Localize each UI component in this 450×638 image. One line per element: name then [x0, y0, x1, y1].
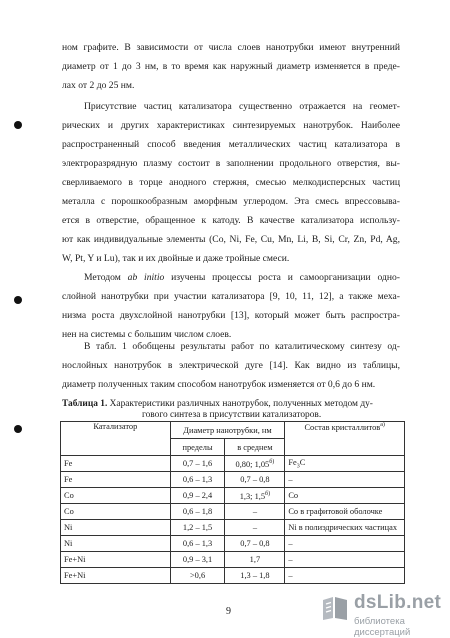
cell-limits: 0,9 – 2,4 [170, 488, 225, 504]
table-row [61, 456, 405, 472]
text-line: электроразрядную плазму состоит в заполнении продольного отверстия, вы- [62, 158, 400, 169]
text-line: лах от 2 до 25 нм. [62, 80, 135, 91]
text-line: металла с порошкообразным аморфным углеродом. Эта смесь впрессовыва- [62, 196, 400, 207]
cell-average-text: 1,3; 1,5 [239, 491, 266, 501]
cell-average [225, 456, 285, 472]
formula-text: C [299, 457, 306, 467]
text-line: сверливаемого в торце анодного стержня, смесью мелкодисперсных частиц [62, 177, 400, 188]
cell-average [225, 488, 285, 504]
watermark-name: dsLib.net [354, 592, 442, 613]
paragraph-1 [62, 38, 400, 95]
text-line: рических и других характеристиках синтезируемых нанотрубок. Наиболее [62, 120, 400, 131]
cell-composition: – [285, 552, 405, 568]
cell-catalyst: Ni [61, 536, 171, 552]
cell-composition: Co [285, 488, 405, 504]
text-line [62, 268, 400, 287]
cell-limits: 1,2 – 1,5 [170, 520, 225, 536]
cell-composition: – [285, 568, 405, 584]
binder-hole-dot [14, 425, 22, 433]
text-run: Методом [84, 272, 128, 283]
watermark-tagline: библиотека диссертаций [354, 616, 411, 638]
table-row [61, 488, 405, 504]
text-line: слойной нанотрубки при участии катализатора [9, 10, 11, 12], а также меха- [62, 291, 400, 302]
cell-limits: 0,9 – 3,1 [170, 552, 225, 568]
cell-limits: >0,6 [170, 568, 225, 584]
cell-catalyst: Fe [61, 456, 171, 472]
formula-subscript: 3 [296, 463, 300, 470]
cell-limits: 0,6 – 1,3 [170, 536, 225, 552]
formula-text: Fe [288, 457, 297, 467]
catalyst-table [60, 421, 405, 584]
caption-text: Характеристики различных нанотрубок, полученных методом ду- [107, 399, 373, 409]
cell-catalyst: Ni [61, 520, 171, 536]
text-line: распространенный способ введения металлических частиц катализатора в [62, 139, 400, 150]
cell-catalyst: Fe [61, 472, 171, 488]
watermark[interactable] [320, 592, 450, 638]
table-row [61, 472, 405, 488]
table-header-row [61, 422, 405, 439]
header-catalyst: Катализатор [61, 422, 171, 456]
text-line: Присутствие частиц катализатора существенно отражается на геомет- [84, 101, 400, 112]
text-line: W, Pt, Y и Lu), так и их двойные и даже тройные смеси. [62, 253, 290, 264]
header-composition [285, 422, 405, 456]
cell-catalyst: Co [61, 504, 171, 520]
paragraph-3 [62, 268, 400, 344]
binder-hole-dot [14, 121, 22, 129]
header-diameter: Диаметр нанотрубки, нм [170, 422, 285, 439]
cell-average: 1,7 [225, 552, 285, 568]
paragraph-2 [62, 97, 400, 268]
table-row [61, 520, 405, 536]
cell-average-text: 0,80; 1,05 [235, 459, 270, 469]
text-run: изучены процессы роста и самоорганизации одно- [164, 272, 401, 283]
book-icon [320, 594, 350, 622]
text-line: диаметр полученных таким способом нанотрубок изменяется от 0,6 до 6 нм. [62, 379, 376, 390]
footnote-marker: а) [380, 422, 385, 428]
cell-composition: – [285, 472, 405, 488]
cell-composition: – [285, 536, 405, 552]
footnote-marker: б) [265, 490, 271, 497]
text-line: В табл. 1 обобщены результаты работ по каталитическому синтезу од- [84, 341, 400, 352]
caption-label: Таблица 1. [62, 399, 108, 409]
text-line: ют как индивидуальные элементы (Co, Ni, Fe, Cu, Mn, Li, B, Si, Cr, Zn, Pd, Ag, [62, 234, 400, 245]
text-line: нен на системы с большим числом слоев. [62, 329, 232, 340]
text-line: ном графите. В зависимости от числа слоев нанотрубки имеют внутренний [62, 42, 400, 53]
table-row [61, 568, 405, 584]
cell-average: – [225, 520, 285, 536]
header-limits: пределы [170, 439, 225, 456]
cell-average: 0,7 – 0,8 [225, 536, 285, 552]
header-composition-text: Состав кристаллитов [304, 422, 381, 432]
cell-limits: 0,6 – 1,3 [170, 472, 225, 488]
table-row [61, 504, 405, 520]
caption-line [62, 399, 402, 410]
footnote-marker: б) [269, 458, 275, 465]
caption-line: гового синтеза в присутствии катализаторов. [142, 409, 322, 420]
table-caption [62, 399, 402, 420]
text-line: ется в отверстие, обращенное к катоду. В качестве катализатора использу- [62, 215, 400, 226]
cell-composition [285, 456, 405, 472]
text-line: низма роста двухслойной нанотрубки [13], который может быть распростра- [62, 310, 400, 321]
cell-average: – [225, 504, 285, 520]
cell-catalyst: Co [61, 488, 171, 504]
text-line: нослойных нанотрубок в электрической дуге [14]. Как видно из таблицы, [62, 360, 400, 371]
cell-limits: 0,6 – 1,8 [170, 504, 225, 520]
cell-composition: Ni в полиэдрических частицах [285, 520, 405, 536]
binder-hole-dot [14, 296, 22, 304]
table-row [61, 536, 405, 552]
page-number: 9 [226, 606, 231, 617]
cell-average: 0,7 – 0,8 [225, 472, 285, 488]
table-row [61, 552, 405, 568]
cell-catalyst: Fe+Ni [61, 552, 171, 568]
header-average: в среднем [225, 439, 285, 456]
cell-limits: 0,7 – 1,6 [170, 456, 225, 472]
cell-composition: Co в графитовой оболочке [285, 504, 405, 520]
cell-average: 1,3 – 1,8 [225, 568, 285, 584]
cell-catalyst: Fe+Ni [61, 568, 171, 584]
italic-term: ab initio [127, 272, 165, 283]
text-line: диаметр от 1 до 3 нм, в то время как наружный диаметр изменяется в преде- [62, 61, 400, 72]
paragraph-4 [62, 337, 400, 394]
